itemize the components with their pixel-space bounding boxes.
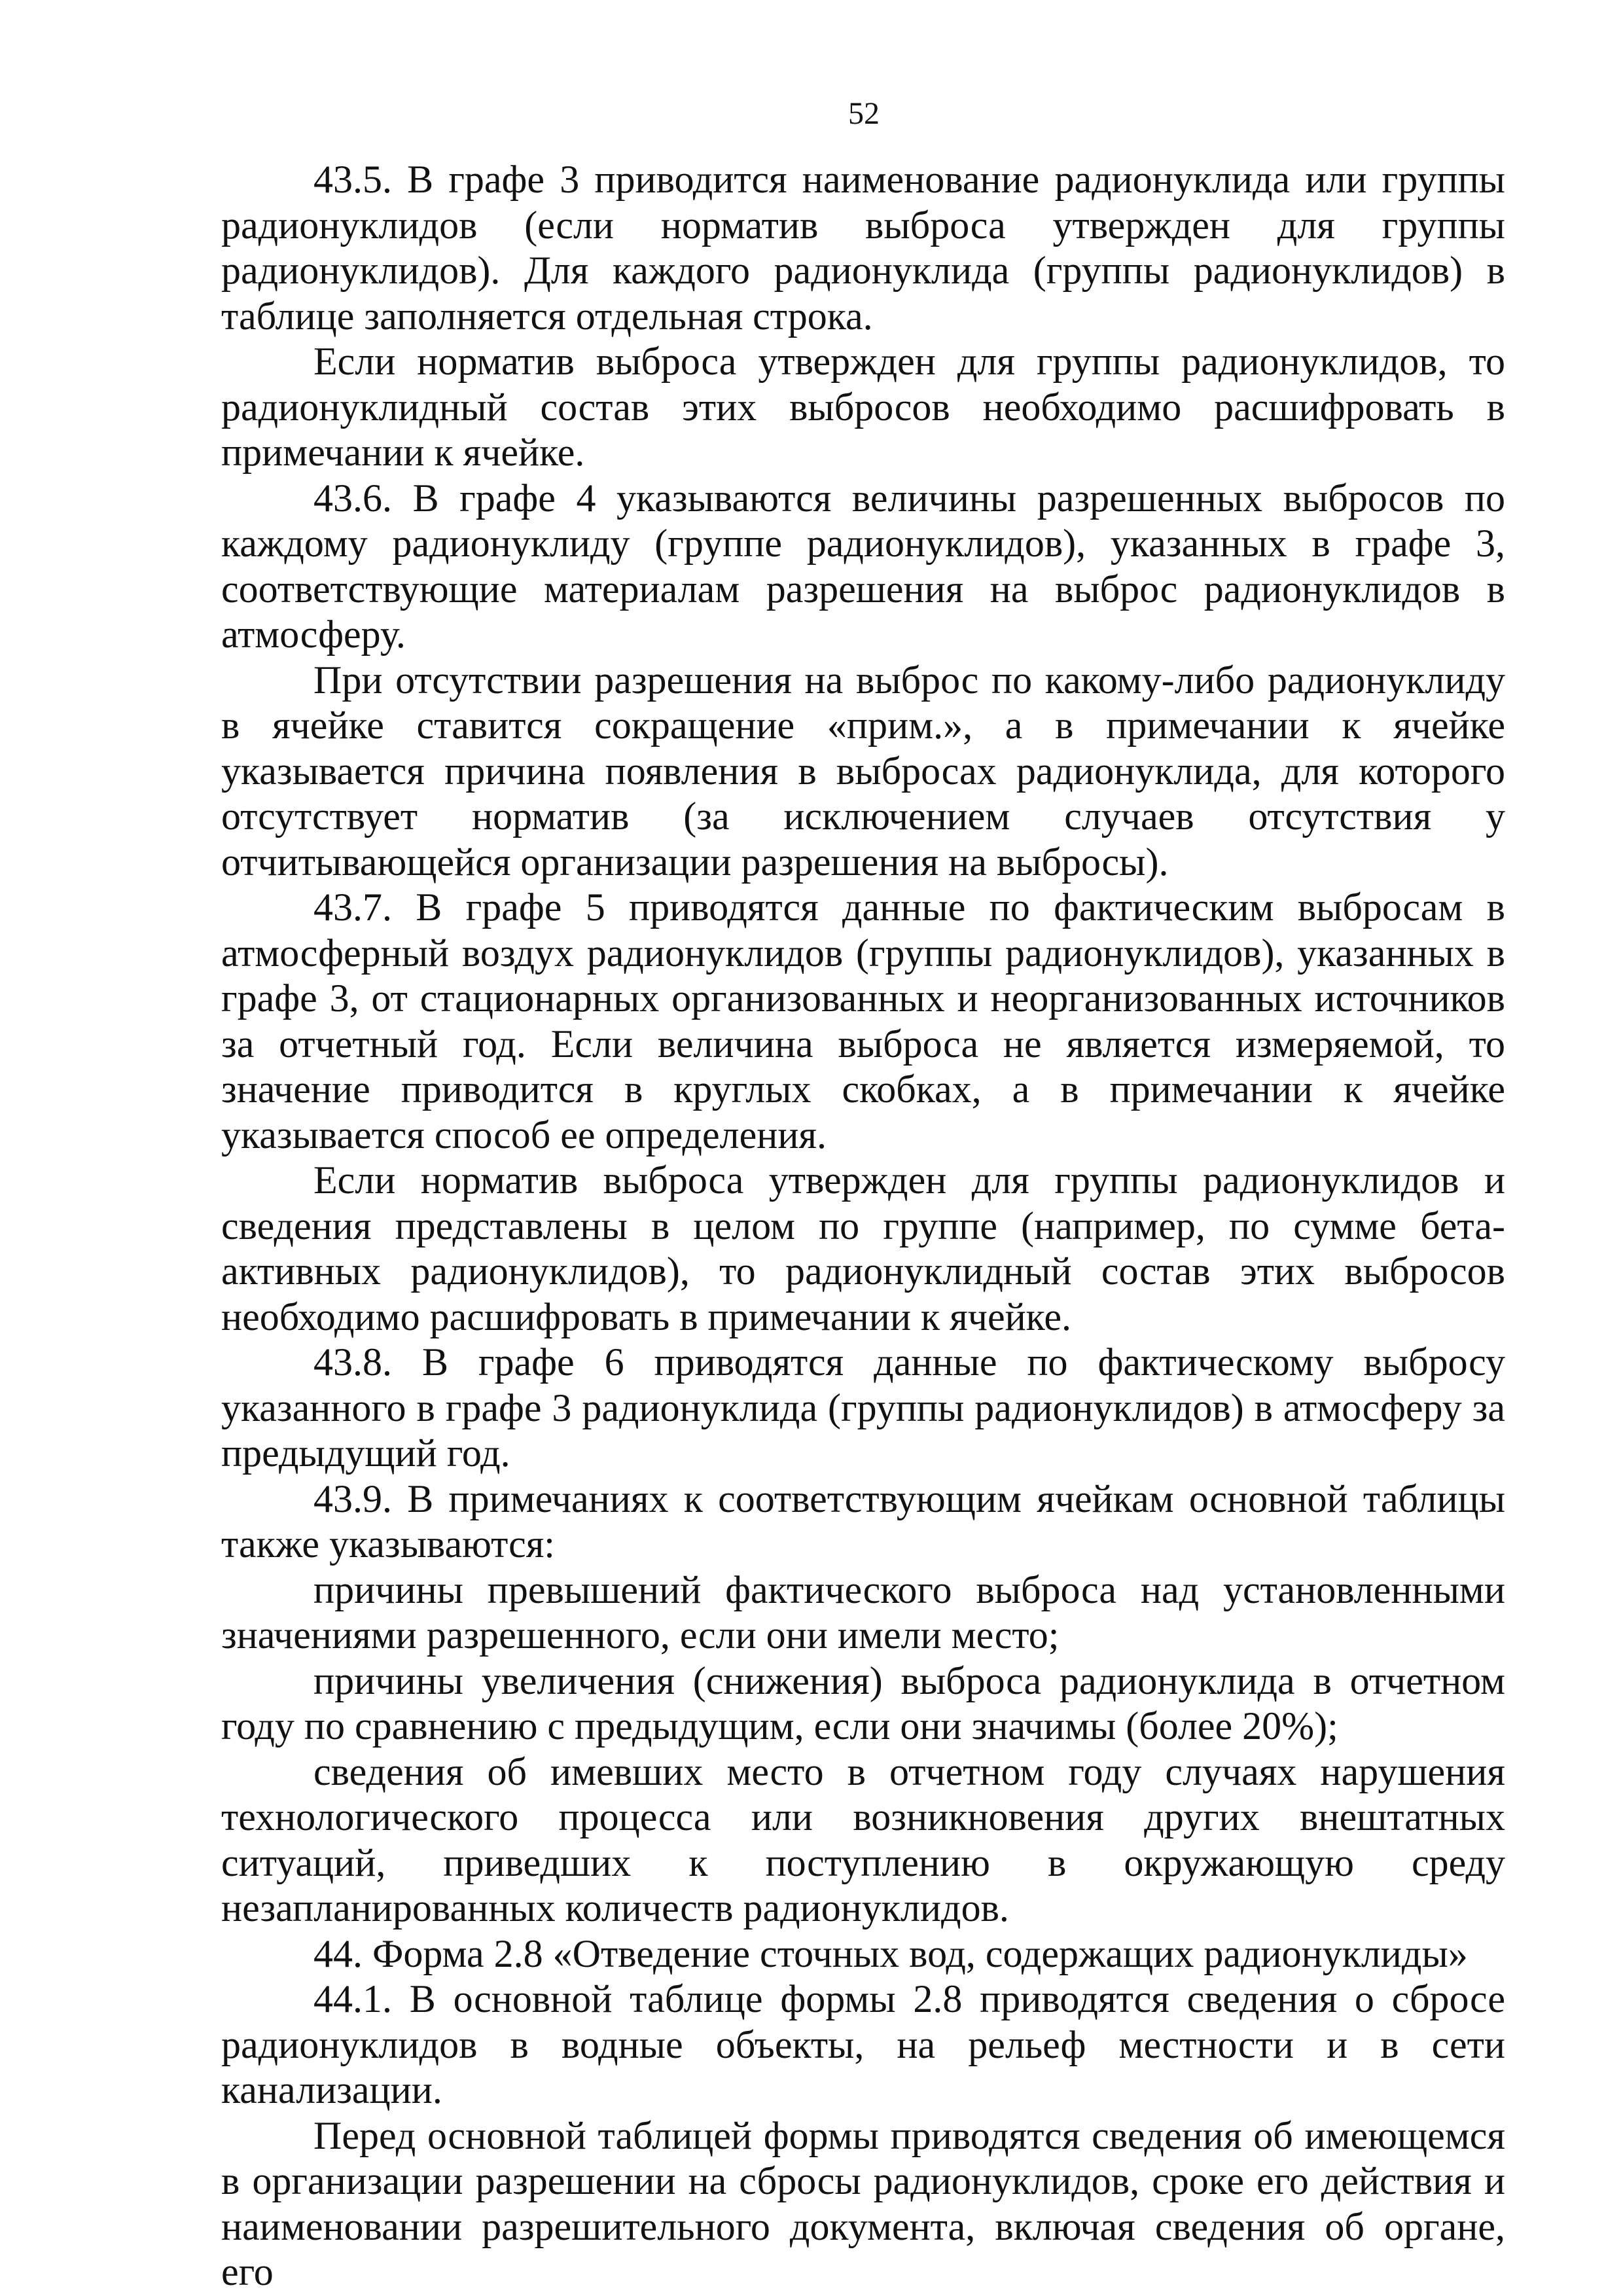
paragraph-43-9-excess-reasons: причины превышений фактического выброса над установленными значениями разрешенного, если они имели место; bbox=[221, 1568, 1505, 1657]
paragraph-44-1: 44.1. В основной таблице формы 2.8 приводятся сведения о сбросе радионуклидов в водные объекты, на рельеф местности и в сети канализации. bbox=[221, 1977, 1505, 2111]
page-number: 52 bbox=[848, 96, 880, 131]
page-body bbox=[221, 157, 1505, 2295]
paragraph-43-5: 43.5. В графе 3 приводится наименование радионуклида или группы радионуклидов (если норматив выброса утвержден для группы радионуклидов). Для каждого радионуклида (группы радионуклидов) в таблице заполняется отдельная строка. bbox=[221, 158, 1505, 338]
paragraph-43-5-group-note: Если норматив выброса утвержден для группы радионуклидов, то радионуклидный состав этих выбросов необходимо расшифровать в примечании к ячейке. bbox=[221, 340, 1505, 474]
paragraph-43-6: 43.6. В графе 4 указываются величины разрешенных выбросов по каждому радионуклиду (группе радионуклидов), указанных в графе 3, соответствующие материалам разрешения на выброс радионуклидов в атмосферу. bbox=[221, 476, 1505, 656]
paragraph-43-8: 43.8. В графе 6 приводятся данные по фактическому выбросу указанного в графе 3 радионуклида (группы радионуклидов) в атмосферу за предыдущий год. bbox=[221, 1340, 1505, 1475]
paragraph-43-9-incidents: сведения об имевших место в отчетном году случаях нарушения технологического процесса или возникновения других внештатных ситуаций, приведших к поступлению в окружающую среду незапланированных количеств радионуклидов. bbox=[221, 1749, 1505, 1929]
paragraph-43-9: 43.9. В примечаниях к соответствующим ячейкам основной таблицы также указываются: bbox=[221, 1477, 1505, 1566]
paragraph-43-6-no-permit: При отсутствии разрешения на выброс по какому-либо радионуклиду в ячейке ставится сокращение «прим.», а в примечании к ячейке указывается причина появления в выбросах радионуклида, для которого отсутствует норматив (за исключением случаев отсутствия у отчитывающейся организации разрешения на выбросы). bbox=[221, 658, 1505, 884]
paragraph-43-7-group-note: Если норматив выброса утвержден для группы радионуклидов и сведения представлены в целом по группе (например, по сумме бета-активных радионуклидов), то радионуклидный состав этих выбросов необходимо расшифровать в примечании к ячейке. bbox=[221, 1158, 1505, 1338]
paragraph-43-7: 43.7. В графе 5 приводятся данные по фактическим выбросам в атмосферный воздух радионуклидов (группы радионуклидов), указанных в графе 3, от стационарных организованных и неорганизованных источников за отчетный год. Если величина выброса не является измеряемой, то значение приводится в круглых скобках, а в примечании к ячейке указывается способ ее определения. bbox=[221, 886, 1505, 1157]
paragraph-43-9-change-reasons: причины увеличения (снижения) выброса радионуклида в отчетном году по сравнению с предыдущим, если они значимы (более 20%); bbox=[221, 1659, 1505, 1748]
paragraph-44-1-permit-info: Перед основной таблицей формы приводятся сведения об имеющемся в организации разрешении на сбросы радионуклидов, сроке его действия и наименовании разрешительного документа, включая сведения об органе, его bbox=[221, 2113, 1505, 2293]
paragraph-44-heading: 44. Форма 2.8 «Отведение сточных вод, содержащих радионуклиды» bbox=[313, 1931, 1468, 1975]
